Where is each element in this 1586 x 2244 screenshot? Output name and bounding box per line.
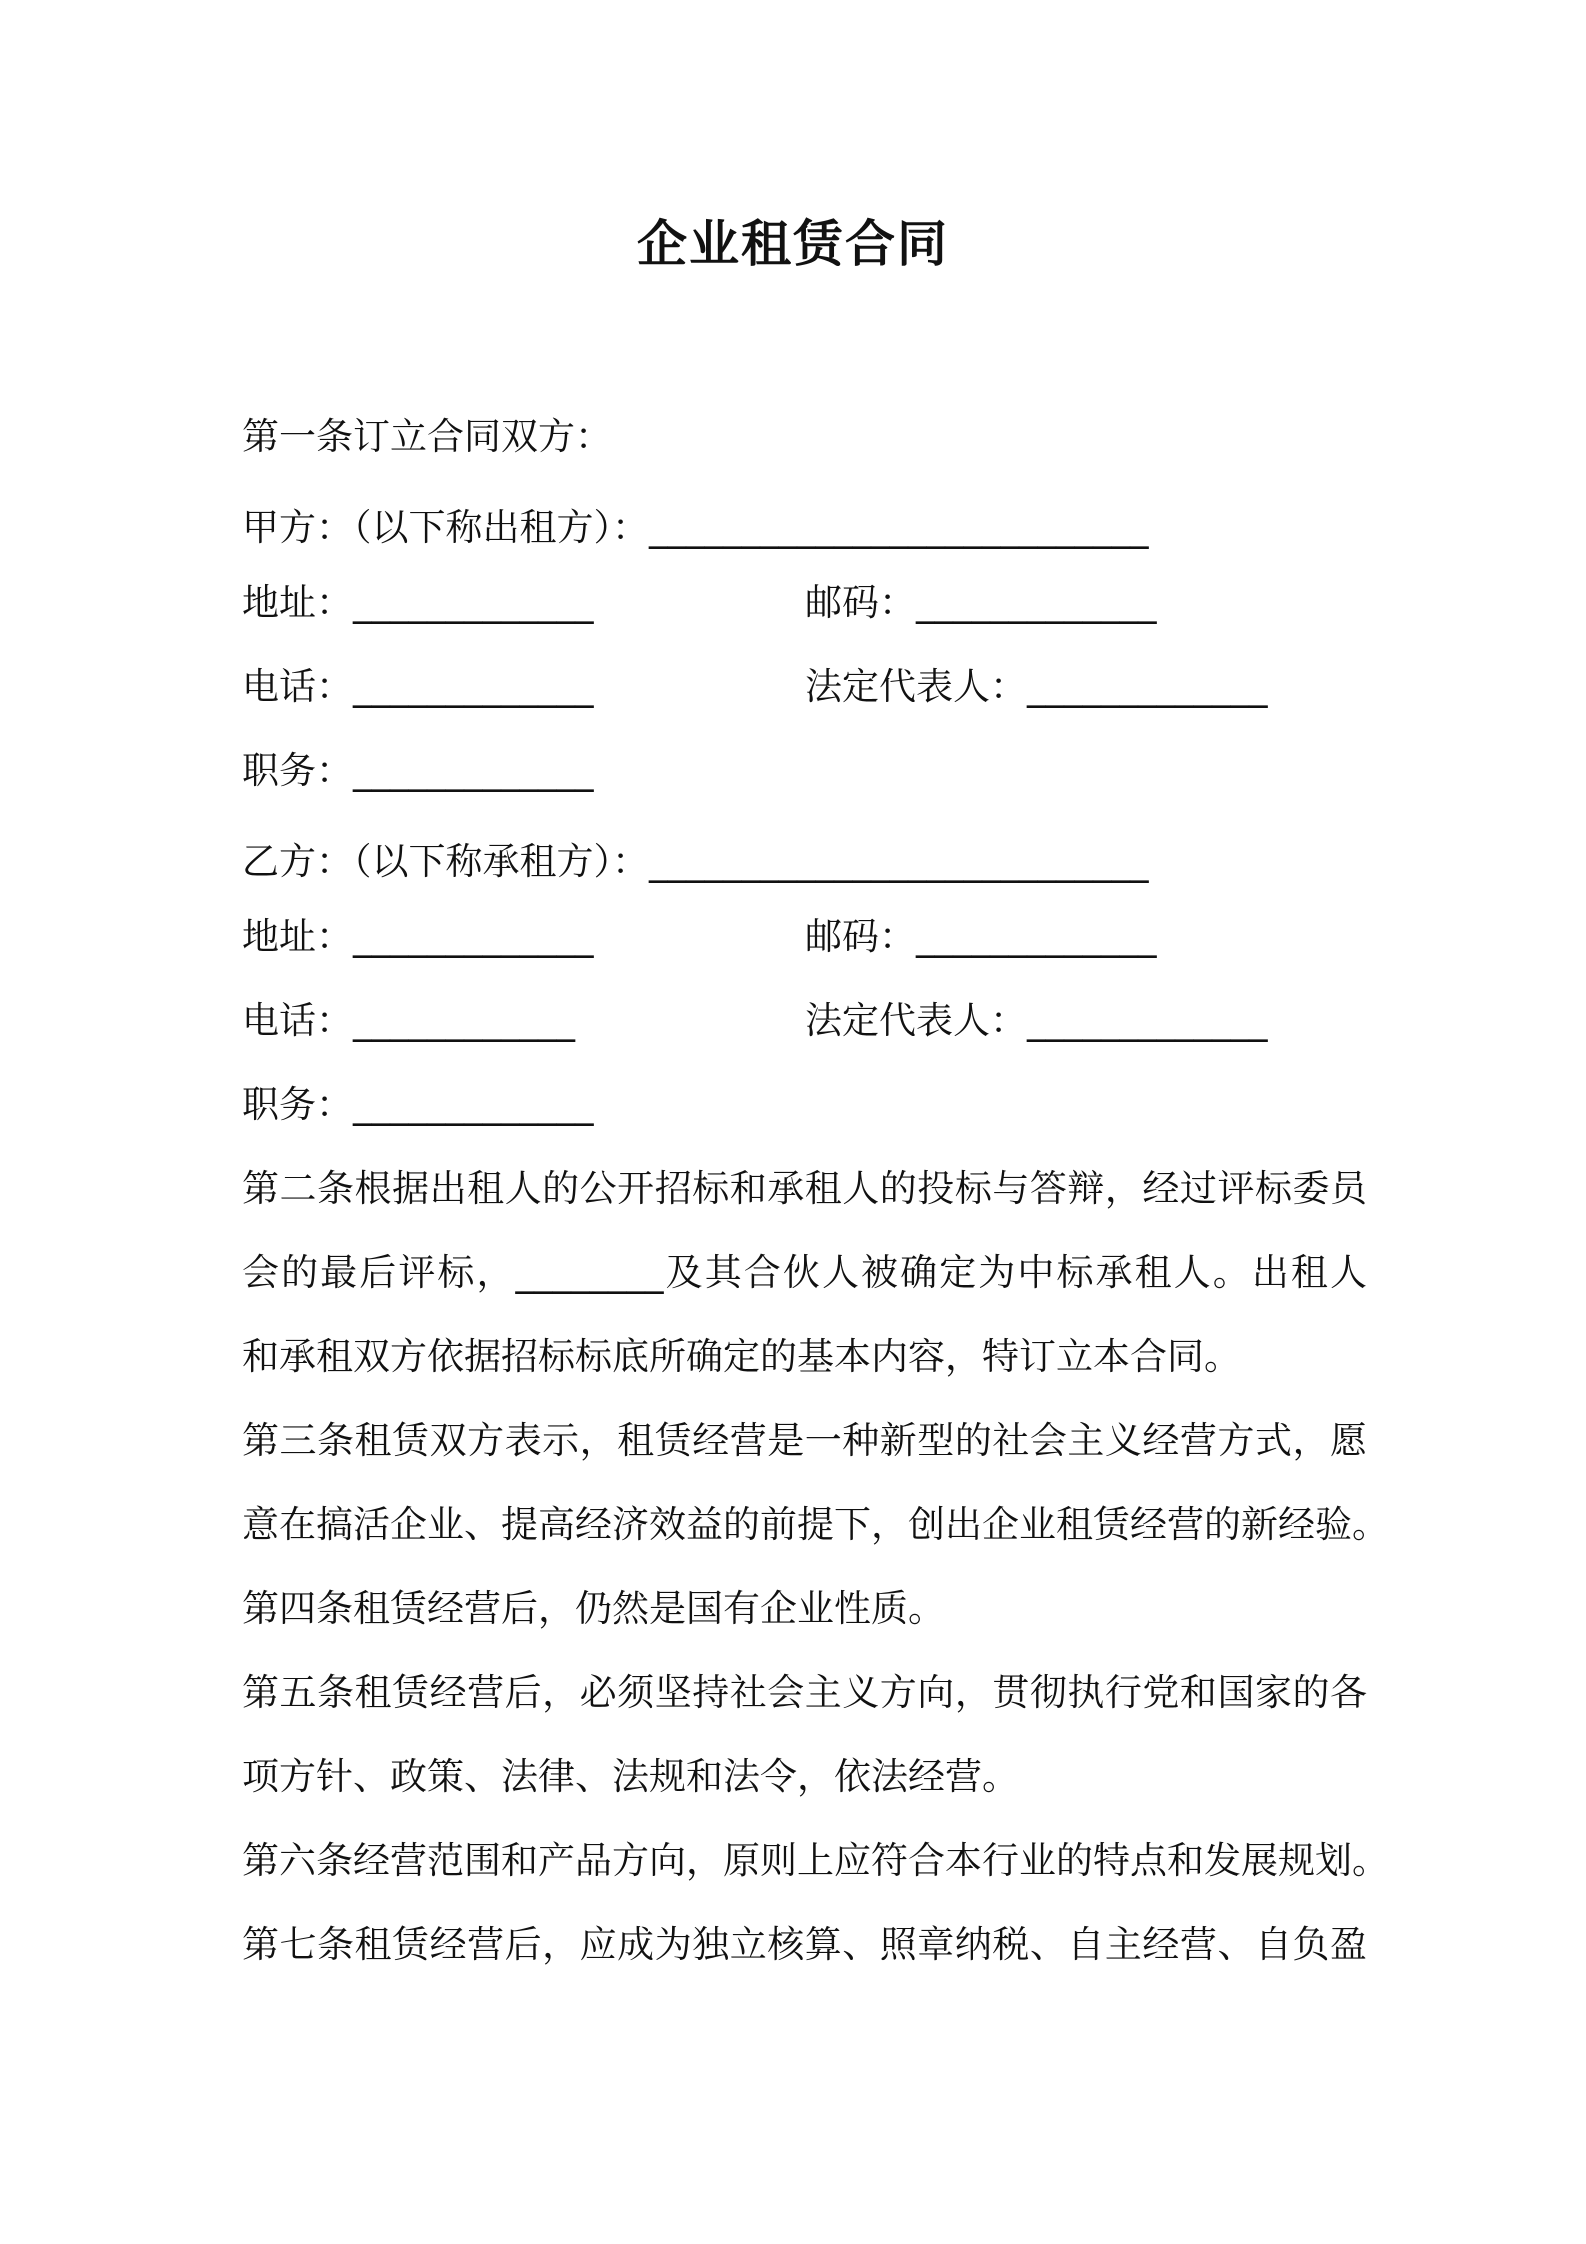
article5-line: 第五条租赁经营后，必须坚持社会主义方向，贯彻执行党和国家的各: [242, 1671, 1367, 1714]
party-b-legal-rep: 法定代表人：_____________: [805, 999, 1268, 1042]
party-b-phone: 电话：____________: [242, 999, 575, 1042]
party-a-position: 职务：_____________: [242, 749, 594, 792]
party-b-position: 职务：_____________: [242, 1083, 594, 1126]
article6-line: 第六条经营范围和产品方向，原则上应符合本行业的特点和发展规划。: [242, 1839, 1389, 1882]
article7-line: 第七条租赁经营后，应成为独立核算、照章纳税、自主经营、自负盈: [242, 1923, 1367, 1966]
party-b-address: 地址：_____________: [242, 915, 594, 958]
article2-line: 第二条根据出租人的公开招标和承租人的投标与答辩，经过评标委员: [242, 1167, 1367, 1210]
party-b-name-line: 乙方：（以下称承租方）：___________________________: [242, 840, 1149, 883]
article4-line: 第四条租赁经营后，仍然是国有企业性质。: [242, 1587, 945, 1630]
article5-line: 项方针、政策、法律、法规和法令，依法经营。: [242, 1755, 1019, 1798]
article3-line: 意在搞活企业、提高经济效益的前提下，创出企业租赁经营的新经验。: [242, 1503, 1389, 1546]
party-a-address: 地址：_____________: [242, 581, 594, 624]
party-a-name-line: 甲方：（以下称出租方）：___________________________: [242, 506, 1149, 549]
party-a-phone: 电话：_____________: [242, 665, 594, 708]
party-a-postcode: 邮码：_____________: [805, 581, 1157, 624]
document-title: 企业租赁合同: [637, 215, 949, 273]
party-a-legal-rep: 法定代表人：_____________: [805, 665, 1268, 708]
article2-line: 会的最后评标，________及其合伙人被确定为中标承租人。出租人: [242, 1251, 1367, 1294]
article1-heading: 第一条订立合同双方：: [242, 415, 612, 458]
article2-line: 和承租双方依据招标标底所确定的基本内容，特订立本合同。: [242, 1335, 1241, 1378]
party-b-postcode: 邮码：_____________: [805, 915, 1157, 958]
article3-line: 第三条租赁双方表示，租赁经营是一种新型的社会主义经营方式，愿: [242, 1419, 1367, 1462]
